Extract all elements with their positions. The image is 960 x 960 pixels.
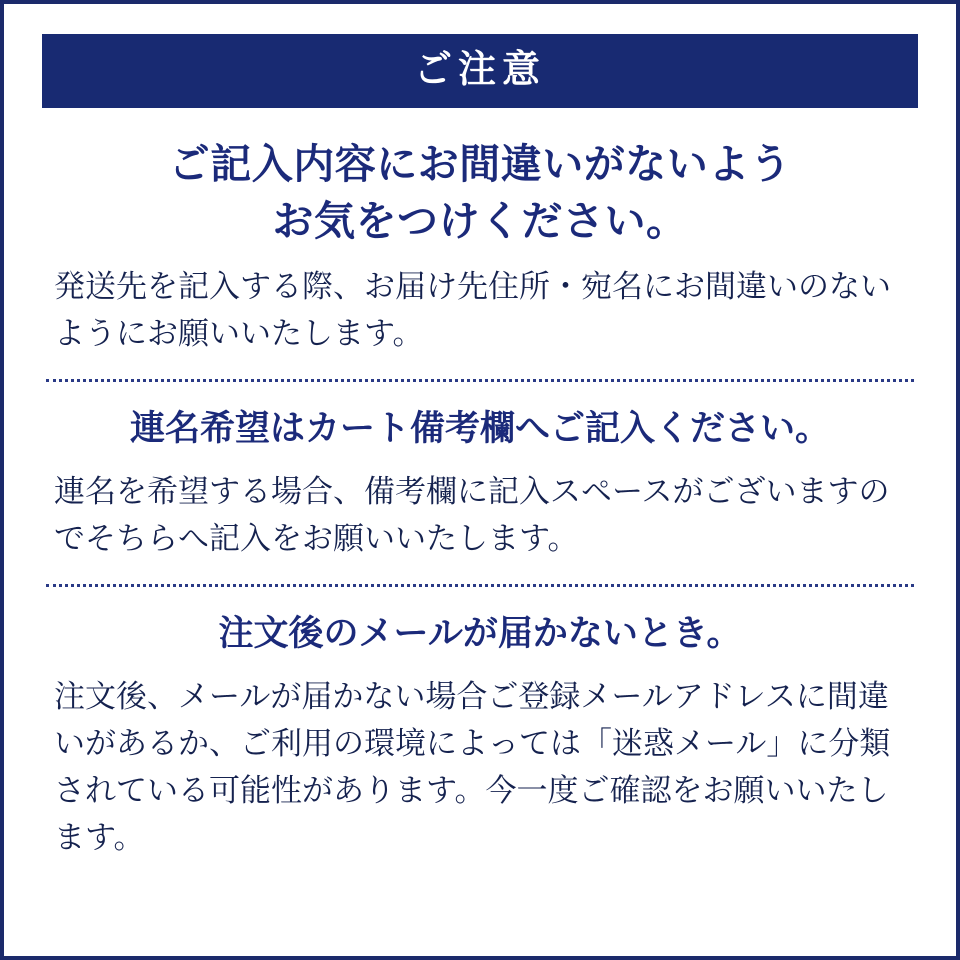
section-body-address: 発送先を記入する際、お届け先住所・宛名にお間違いのないようにお願いいたします。 bbox=[54, 269, 891, 352]
notice-section-joint-name bbox=[42, 406, 918, 562]
section-body-email: 注文後、メールが届かない場合ご登録メールアドレスに間違いがあるか、ご利用の環境によっては「迷惑メール」に分類されている可能性があります。今一度ご確認をお願いいたします。 bbox=[54, 678, 891, 855]
section-body-joint-name: 連名を希望する場合、備考欄に記入スペースがございますのでそちらへ記入をお願いいたします。 bbox=[54, 473, 890, 556]
notice-section-email bbox=[42, 611, 918, 861]
notice-banner-title: ご注意 bbox=[42, 34, 918, 108]
section-heading-address bbox=[52, 136, 908, 249]
section-divider-2 bbox=[46, 584, 914, 587]
section-heading-address-line1: ご記入内容にお間違いがないよう bbox=[168, 141, 792, 187]
section-divider-1 bbox=[46, 379, 914, 382]
section-heading-joint-name: 連名希望はカート備考欄へご記入ください。 bbox=[129, 409, 830, 449]
notice-section-address bbox=[42, 136, 918, 357]
notice-inner bbox=[4, 4, 956, 956]
section-heading-address-line2: お気をつけください。 bbox=[272, 197, 688, 244]
section-heading-email: 注文後のメールが届かないとき。 bbox=[218, 614, 742, 654]
